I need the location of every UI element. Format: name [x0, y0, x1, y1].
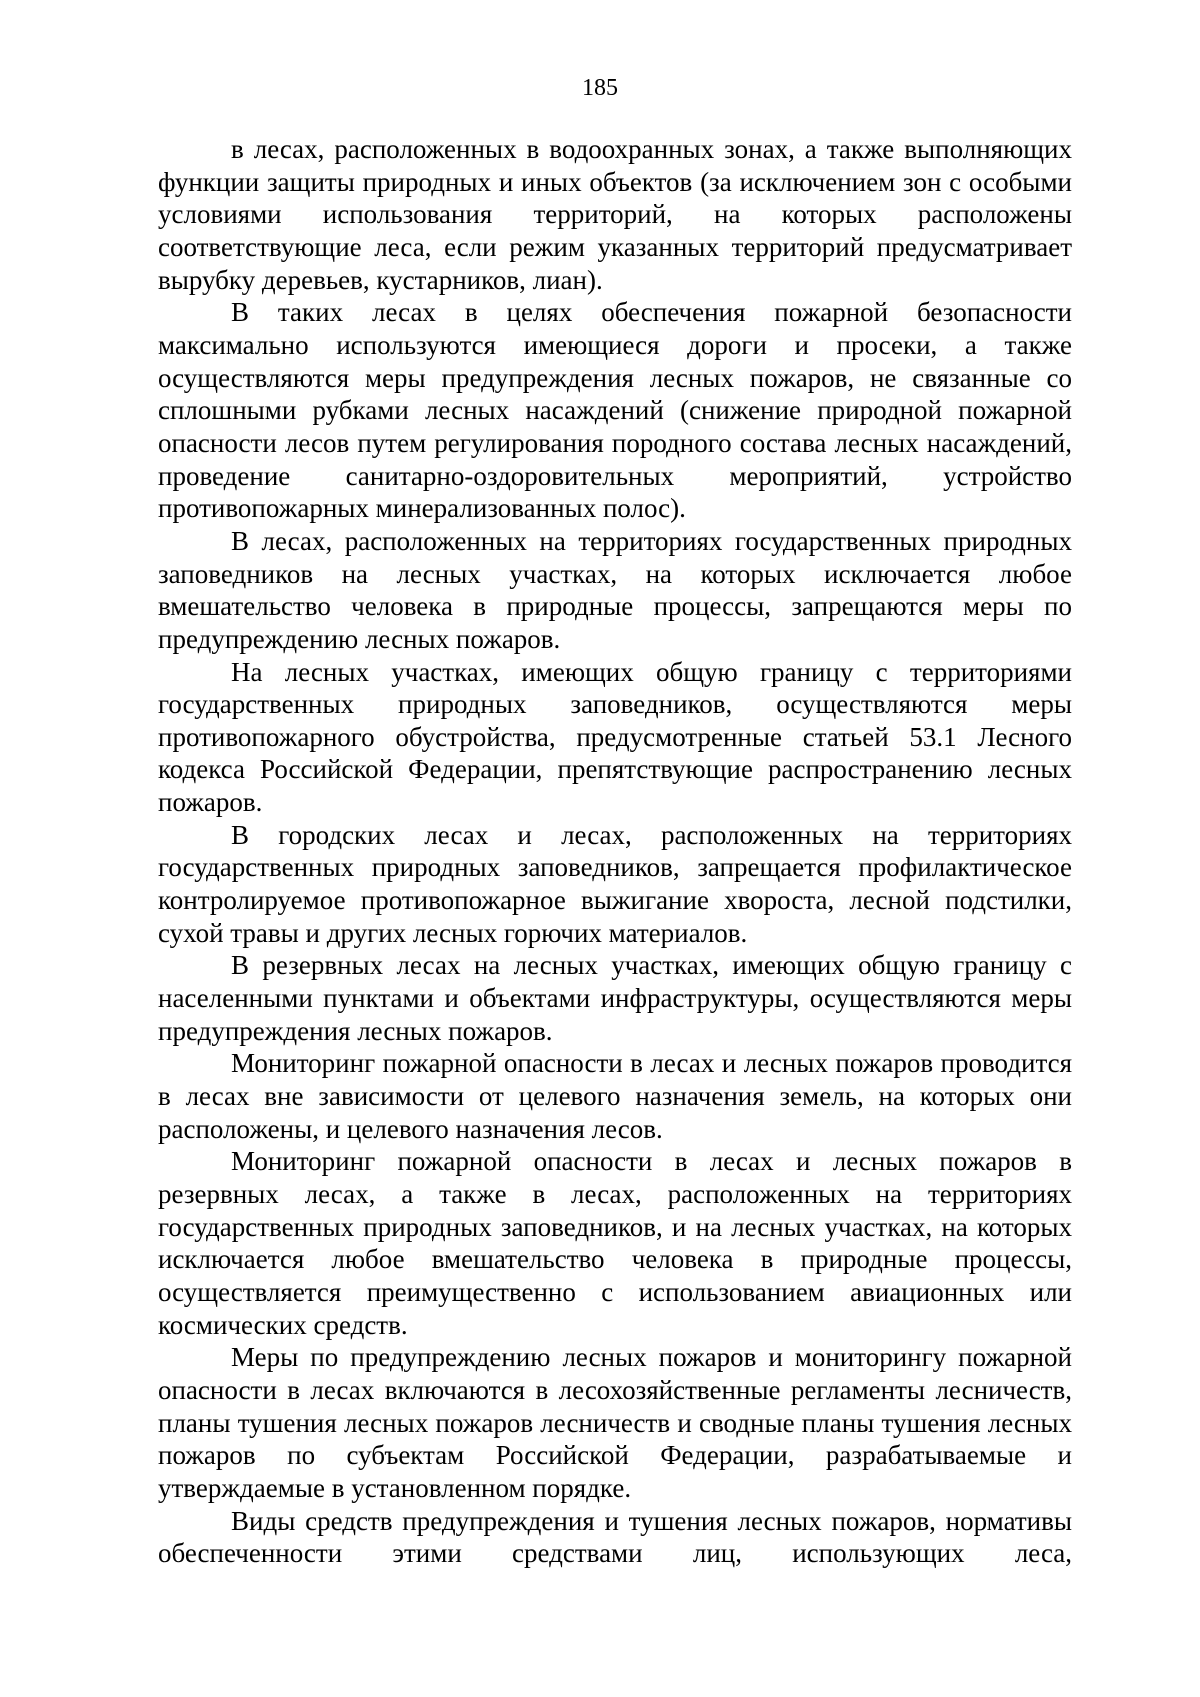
paragraph: Мониторинг пожарной опасности в лесах и лесных пожаров проводится в лесах вне зависимости от целевого назначения земель, на которых они расположены, и целевого назначения лесов. [158, 1048, 1072, 1144]
paragraph: Виды средств предупреждения и тушения лесных пожаров, нормативы обеспеченности этими средствами лиц, использующих леса, [158, 1505, 1072, 1569]
paragraph: В резервных лесах на лесных участках, имеющих общую границу с населенными пунктами и объектами инфраструктуры, осуществляются меры предупреждения лесных пожаров. [158, 950, 1072, 1046]
paragraph: В таких лесах в целях обеспечения пожарной безопасности максимально используются имеющиеся дороги и просеки, а также осуществляются меры предупреждения лесных пожаров, не связанные со сплошными рубками лесных насаждений (снижение природной пожарной опасности лесов путем регулирования породного состава лесных насаждений, проведение санитарно-оздоровительных мероприятий, устройство противопожарных минерализованных полос). [158, 297, 1072, 524]
paragraph: Мониторинг пожарной опасности в лесах и лесных пожаров в резервных лесах, а также в лесах, расположенных на территориях государственных природных заповедников, и на лесных участках, на которых исключается любое вмешательство человека в природные процессы, осуществляется преимущественно с использованием авиационных или космических средств. [158, 1146, 1072, 1340]
paragraph: В лесах, расположенных на территориях государственных природных заповедников на лесных участках, на которых исключается любое вмешательство человека в природные процессы, запрещаются меры по предупреждению лесных пожаров. [158, 525, 1072, 654]
page-number: 185 [582, 75, 618, 101]
paragraph: Меры по предупреждению лесных пожаров и мониторингу пожарной опасности в лесах включаются в лесохозяйственные регламенты лесничеств, планы тушения лесных пожаров лесничеств и сводные планы тушения лесных пожаров по субъектам Российской Федерации, разрабатываемые и утверждаемые в установленном порядке. [158, 1342, 1072, 1503]
paragraph: В городских лесах и лесах, расположенных на территориях государственных природных заповедников, запрещается профилактическое контролируемое противопожарное выжигание хвороста, лесной подстилки, сухой травы и других лесных горючих материалов. [158, 819, 1072, 948]
paragraph: На лесных участках, имеющих общую границу с территориями государственных природных заповедников, осуществляются меры противопожарного обустройства, предусмотренные статьей 53.1 Лесного кодекса Российской Федерации, препятствующие распространению лесных пожаров. [158, 656, 1072, 818]
document-body [158, 133, 1072, 1570]
paragraph: в лесах, расположенных в водоохранных зонах, а также выполняющих функции защиты природных и иных объектов (за исключением зон с особыми условиями использования территорий, на которых расположены соответствующие леса, если режим указанных территорий предусматривает вырубку деревьев, кустарников, лиан). [158, 134, 1072, 295]
